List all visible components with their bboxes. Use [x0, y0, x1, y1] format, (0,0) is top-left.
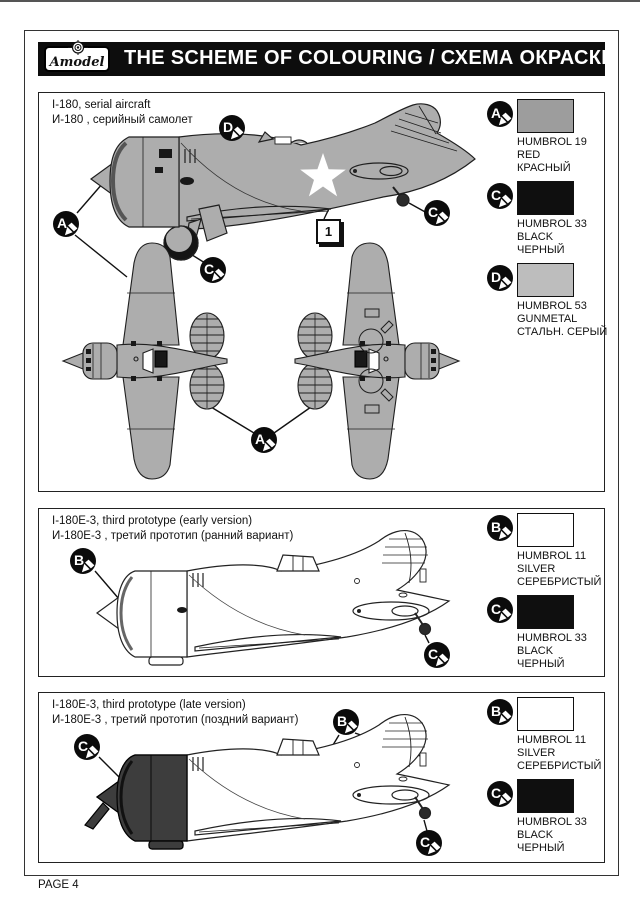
paint-callout-badge: B: [487, 515, 513, 541]
brush-icon: [81, 559, 95, 573]
brush-icon: [435, 653, 449, 667]
paint-callout-C-tailwheel: C: [424, 642, 450, 668]
bottom-view-drawing: [295, 243, 459, 479]
paint-label: HUMBROL 33 BLACK ЧЕРНЫЙ: [517, 816, 587, 854]
brush-icon: [211, 268, 225, 282]
side-view-drawing: [91, 104, 475, 260]
headrest: [291, 140, 307, 143]
paint-callout-B-fuselage: B: [333, 709, 359, 735]
header-bar: [38, 42, 616, 76]
panel-title-ru: И-180Е-3 , третий прототип (поздний вариант): [52, 714, 299, 726]
paint-callout-badge: C: [487, 597, 513, 623]
brush-icon: [498, 276, 512, 290]
brush-icon: [230, 126, 244, 140]
tail-wheel: [397, 194, 409, 206]
paint-callout-C-nose: C: [74, 734, 100, 760]
paint-swatch: [517, 263, 574, 297]
brush-icon: [498, 194, 512, 208]
panel-early-prototype: [38, 508, 605, 677]
paint-label: HUMBROL 33 BLACK ЧЕРНЫЙ: [517, 632, 587, 670]
panel-title-en: I-180E-3, third prototype (late version): [52, 699, 246, 711]
panel-title-en: I-180, serial aircraft: [52, 99, 151, 111]
cockpit-opening: [275, 137, 291, 144]
panel-title-ru: И-180 , серийный самолет: [52, 114, 193, 126]
paint-callout-badge: C: [487, 183, 513, 209]
bullseye-icon: [68, 40, 88, 55]
paint-label: HUMBROL 19 RED КРАСНЫЙ: [517, 136, 587, 174]
paint-callout-A-tails: A: [251, 427, 277, 453]
paint-callout-C-wheel: C: [200, 257, 226, 283]
paint-callout-C-tailwheel: C: [424, 200, 450, 226]
brush-icon: [498, 792, 512, 806]
paint-callout-C-tailwheel: C: [416, 830, 442, 856]
paint-label: HUMBROL 33 BLACK ЧЕРНЫЙ: [517, 218, 587, 256]
logo-text: Amodel: [49, 55, 105, 70]
scan-artifact: [0, 0, 640, 2]
paint-label: HUMBROL 11 SILVER СЕРЕБРИСТЫЙ: [517, 550, 602, 588]
paint-swatch: [517, 99, 574, 133]
brush-icon: [344, 720, 358, 734]
paint-callout-badge: D: [487, 265, 513, 291]
paint-callout-A-nose: A: [53, 211, 79, 237]
brush-icon: [427, 841, 441, 855]
brush-icon: [262, 438, 276, 452]
side-view-drawing: [97, 531, 449, 665]
page-number: PAGE 4: [38, 879, 79, 891]
paint-callout-badge: C: [487, 781, 513, 807]
brush-icon: [498, 710, 512, 724]
decal-number-marker: 1: [316, 219, 341, 244]
panel-title-ru: И-180Е-3 , третий прототип (ранний вариант): [52, 530, 294, 542]
panel-late-prototype: [38, 692, 605, 863]
paint-swatch: [517, 779, 574, 813]
brush-icon: [498, 608, 512, 622]
panel-title-en: I-180E-3, third prototype (early version): [52, 515, 253, 527]
page-title: THE SCHEME OF COLOURING / СХЕМА ОКРАСКИ: [124, 47, 616, 69]
black-cowling-overlay: [85, 755, 187, 849]
brush-icon: [498, 526, 512, 540]
paint-swatch: [517, 181, 574, 215]
exhaust: [180, 177, 194, 185]
paint-label: HUMBROL 11 SILVER СЕРЕБРИСТЫЙ: [517, 734, 602, 772]
paint-callout-badge: B: [487, 699, 513, 725]
paint-label: HUMBROL 53 GUNMETAL СТАЛЬН. СЕРЫЙ: [517, 300, 608, 338]
paint-swatch: [517, 697, 574, 731]
paint-swatch: [517, 513, 574, 547]
brush-icon: [498, 112, 512, 126]
brush-icon: [64, 222, 78, 236]
paint-swatch: [517, 595, 574, 629]
paint-callout-B-nose: B: [70, 548, 96, 574]
brush-icon: [435, 211, 449, 225]
amodel-logo: [44, 46, 110, 72]
paint-callout-badge: A: [487, 101, 513, 127]
brush-icon: [85, 745, 99, 759]
panel-serial-aircraft: [38, 92, 608, 492]
paint-callout-D: D: [219, 115, 245, 141]
